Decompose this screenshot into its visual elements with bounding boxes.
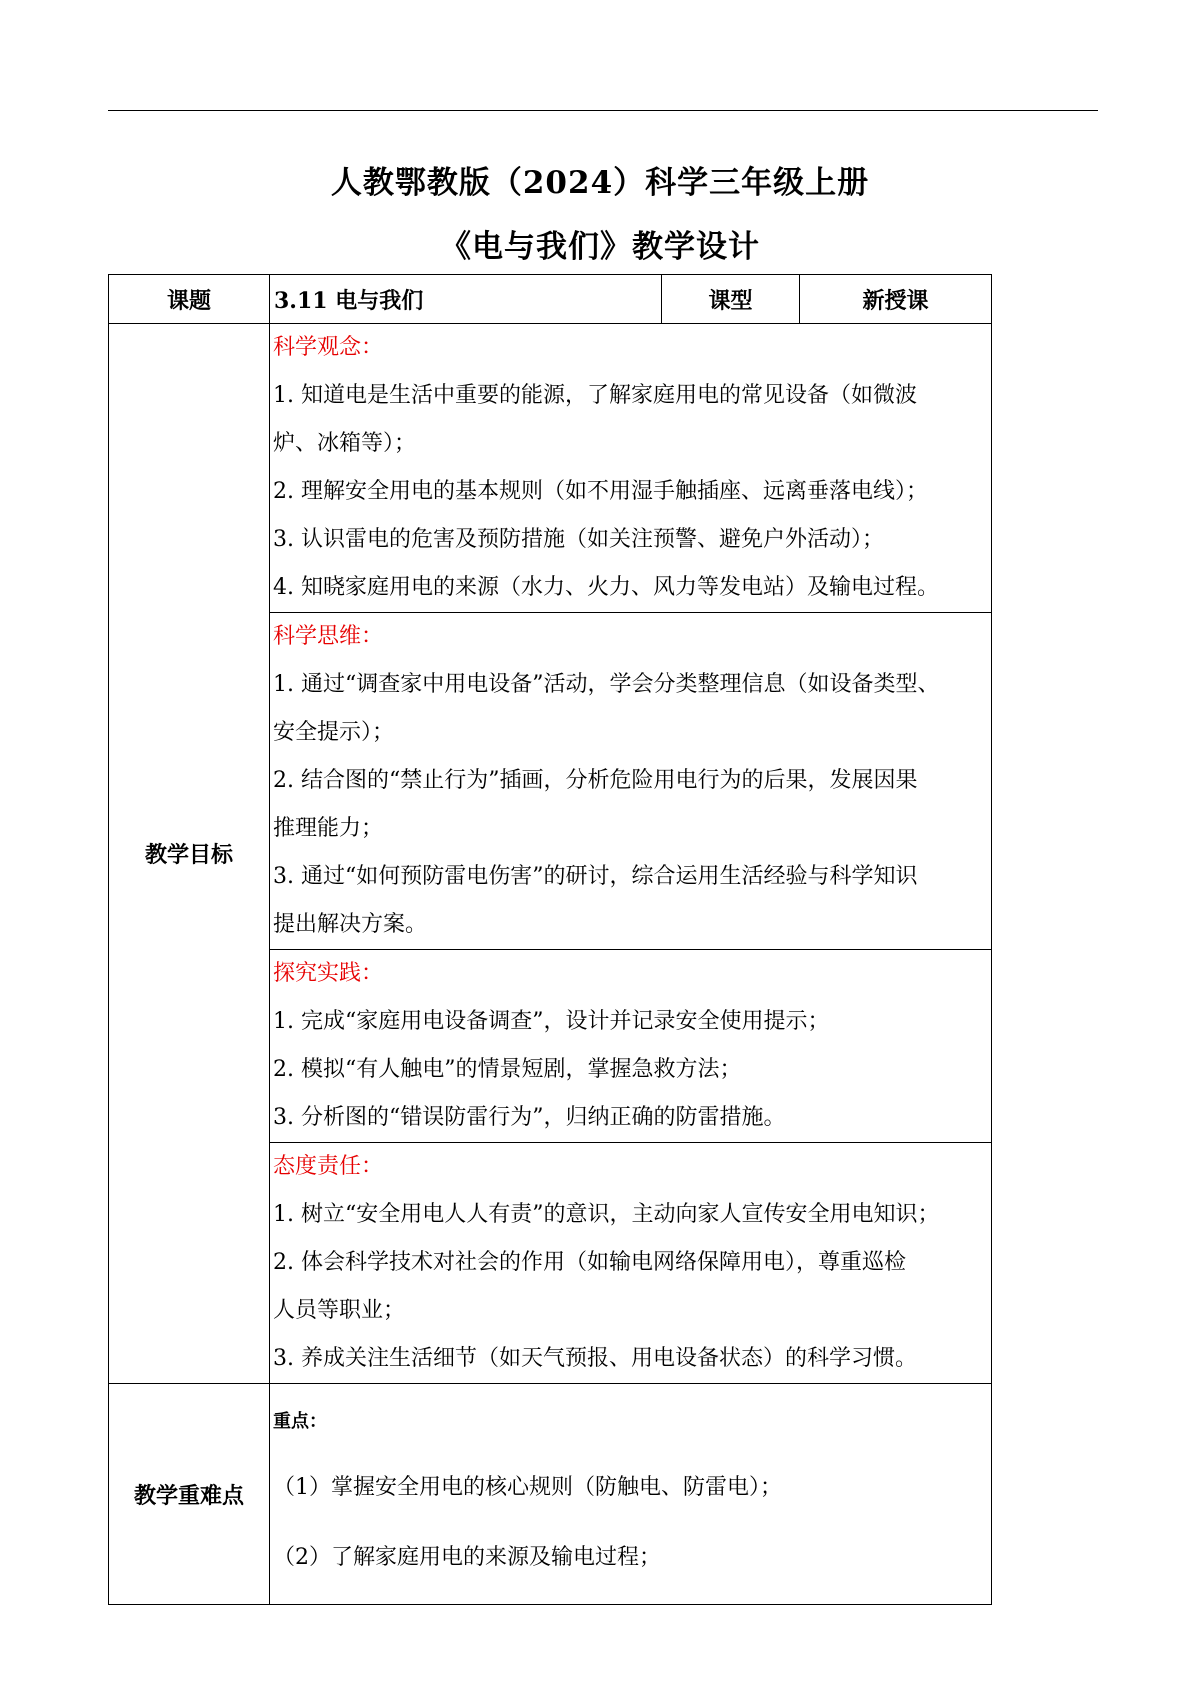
objective-line: 炉、冰箱等）； [273, 431, 417, 456]
key-points-content [270, 1384, 992, 1605]
objective-line: 2. 体会科学技术对社会的作用（如输电网络保障用电），尊重巡检 [273, 1250, 906, 1275]
objective-line: 3. 认识雷电的危害及预防措施（如关注预警、避免户外活动）； [273, 527, 884, 552]
type-value: 新授课 [800, 275, 992, 324]
objectives-row-1 [109, 324, 992, 613]
objective-line: 1. 树立“安全用电人人有责”的意识，主动向家人宣传安全用电知识； [273, 1202, 940, 1227]
objective-line: 1. 完成“家庭用电设备调查”，设计并记录安全使用提示； [273, 1009, 830, 1034]
objective-line: 安全提示）； [273, 720, 395, 745]
key-points-row [109, 1384, 992, 1605]
objective-line: 2. 模拟“有人触电”的情景短剧，掌握急救方法； [273, 1057, 742, 1082]
header-rule [108, 110, 1098, 111]
objective-line: 2. 结合图的“禁止行为”插画，分析危险用电行为的后果，发展因果 [273, 768, 918, 793]
objective-line: 1. 通过“调查家中用电设备”活动，学会分类整理信息（如设备类型、 [273, 672, 940, 697]
objective-line: 2. 理解安全用电的基本规则（如不用湿手触插座、远离垂落电线）； [273, 479, 928, 504]
objective-section-concepts [270, 324, 992, 613]
objective-line: 3. 分析图的“错误防雷行为”，归纳正确的防雷措施。 [273, 1105, 786, 1130]
section-heading: 科学观念： [273, 335, 384, 360]
objective-line: 1. 知道电是生活中重要的能源，了解家庭用电的常见设备（如微波 [273, 383, 917, 408]
section-heading: 探究实践： [273, 961, 384, 986]
objective-line: 3. 养成关注生活细节（如天气预报、用电设备状态）的科学习惯。 [273, 1346, 917, 1371]
key-points-label: 教学重难点 [109, 1384, 270, 1605]
objective-section-attitude [270, 1143, 992, 1384]
objective-line: 4. 知晓家庭用电的来源（水力、火力、风力等发电站）及输电过程。 [273, 575, 939, 600]
key-point-line: （2）了解家庭用电的来源及输电过程； [273, 1545, 661, 1570]
objective-line: 推理能力； [273, 816, 384, 841]
objective-line: 人员等职业； [273, 1298, 406, 1323]
section-heading: 态度责任： [273, 1154, 384, 1179]
type-label: 课型 [662, 275, 800, 324]
key-points-heading: 重点： [273, 1411, 327, 1432]
topic-label: 课题 [109, 275, 270, 324]
topic-row [109, 275, 992, 324]
objective-line: 3. 通过“如何预防雷电伤害”的研讨，综合运用生活经验与科学知识 [273, 864, 918, 889]
objective-line: 提出解决方案。 [273, 912, 428, 937]
document-title: 人教鄂教版（2024）科学三年级上册 [330, 165, 870, 201]
section-heading: 科学思维： [273, 624, 384, 649]
lesson-plan-table [108, 274, 992, 1605]
objective-section-thinking [270, 613, 992, 950]
document-subtitle: 《电与我们》教学设计 [440, 229, 760, 265]
objective-section-practice [270, 950, 992, 1143]
topic-value: 3.11 电与我们 [270, 275, 662, 324]
objectives-label: 教学目标 [109, 324, 270, 1384]
key-point-line: （1）掌握安全用电的核心规则（防触电、防雷电）； [273, 1475, 782, 1500]
